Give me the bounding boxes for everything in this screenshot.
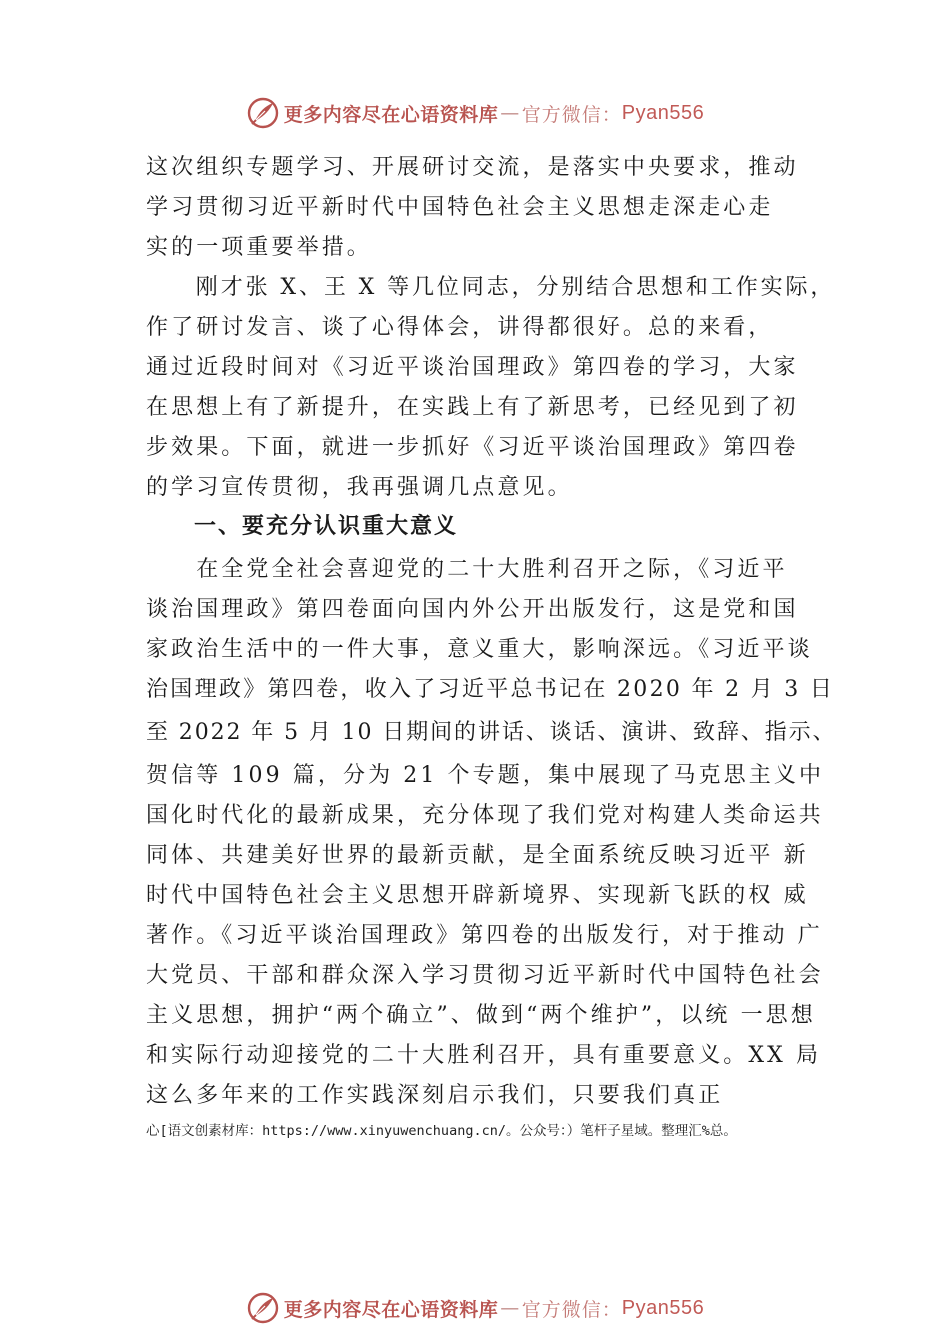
banner-dash: — (500, 102, 520, 124)
section-heading: 一、要充分认识重大意义 (146, 514, 459, 539)
footer-banner (0, 1288, 950, 1328)
body-line: 这次组织专题学习、开展研讨交流，是落实中央要求，推动 (146, 155, 799, 180)
banner-dash: — (500, 1297, 520, 1319)
body-line: 至 2022 年 5 月 10 日期间的讲话、谈话、演讲、致辞、指示、 (146, 720, 837, 745)
banner-wechat-label: 官方微信： (521, 1298, 622, 1321)
banner-site-name: 更多内容尽在心语资料库 (283, 1298, 499, 1321)
body-line: 国化时代化的最新成果，充分体现了我们党对构建人类命运共 (146, 803, 824, 828)
body-line: 谈治国理政》第四卷面向国内外公开出版发行，这是党和国 (146, 597, 799, 622)
header-banner (0, 93, 950, 133)
feather-pen-logo-icon (246, 96, 280, 130)
banner-wechat-label: 官方微信： (521, 103, 622, 126)
source-watermark: 心[语文创素材库：https://www.xinyuwenchuang.cn/。公众号：）笔杆子星域。整理汇%总。 (146, 1123, 737, 1139)
body-line: 刚才张 X、王 X 等几位同志，分别结合思想和工作实际， (146, 275, 836, 300)
body-line: 步效果。下面，就进一步抓好《习近平谈治国理政》第四卷 (146, 435, 799, 460)
body-line: 和实际行动迎接党的二十大胜利召开，具有重要意义。XX 局 (146, 1043, 822, 1068)
body-line: 贺信等 109 篇，分为 21 个专题，集中展现了马克思主义中 (146, 763, 825, 788)
body-line: 通过近段时间对《习近平谈治国理政》第四卷的学习，大家 (146, 355, 799, 380)
body-line: 主义思想，拥护“两个确立”、做到“两个维护”，以统 一思想 (146, 1003, 816, 1028)
body-line: 这么多年来的工作实践深刻启示我们，只要我们真正 (146, 1083, 724, 1108)
feather-pen-logo-icon (246, 1291, 280, 1325)
body-line: 著作。《习近平谈治国理政》第四卷的出版发行，对于推动 广 (146, 923, 823, 948)
body-line: 家政治生活中的一件大事，意义重大，影响深远。《习近平谈 (146, 637, 813, 662)
body-line: 实的一项重要举措。 (146, 235, 372, 260)
banner-site-name: 更多内容尽在心语资料库 (283, 103, 499, 126)
body-line: 在全党全社会喜迎党的二十大胜利召开之际，《习近平 (146, 557, 788, 582)
body-line: 的学习宣传贯彻，我再强调几点意见。 (146, 475, 573, 500)
body-line: 学习贯彻习近平新时代中国特色社会主义思想走深走心走 (146, 195, 774, 220)
body-line: 在思想上有了新提升，在实践上有了新思考，已经见到了初 (146, 395, 799, 420)
body-line: 同体、共建美好世界的最新贡献，是全面系统反映习近平 新 (146, 843, 809, 868)
body-line: 大党员、干部和群众深入学习贯彻习近平新时代中国特色社会 (146, 963, 824, 988)
banner-wechat-handle: Pyan556 (621, 101, 705, 124)
body-line: 作了研讨发言、谈了心得体会，讲得都很好。总的来看， (146, 315, 774, 340)
body-line: 时代中国特色社会主义思想开辟新境界、实现新飞跃的权 威 (146, 883, 809, 908)
banner-wechat-handle: Pyan556 (621, 1296, 705, 1319)
body-line: 治国理政》第四卷，收入了习近平总书记在 2020 年 2 月 3 日 (146, 677, 835, 702)
